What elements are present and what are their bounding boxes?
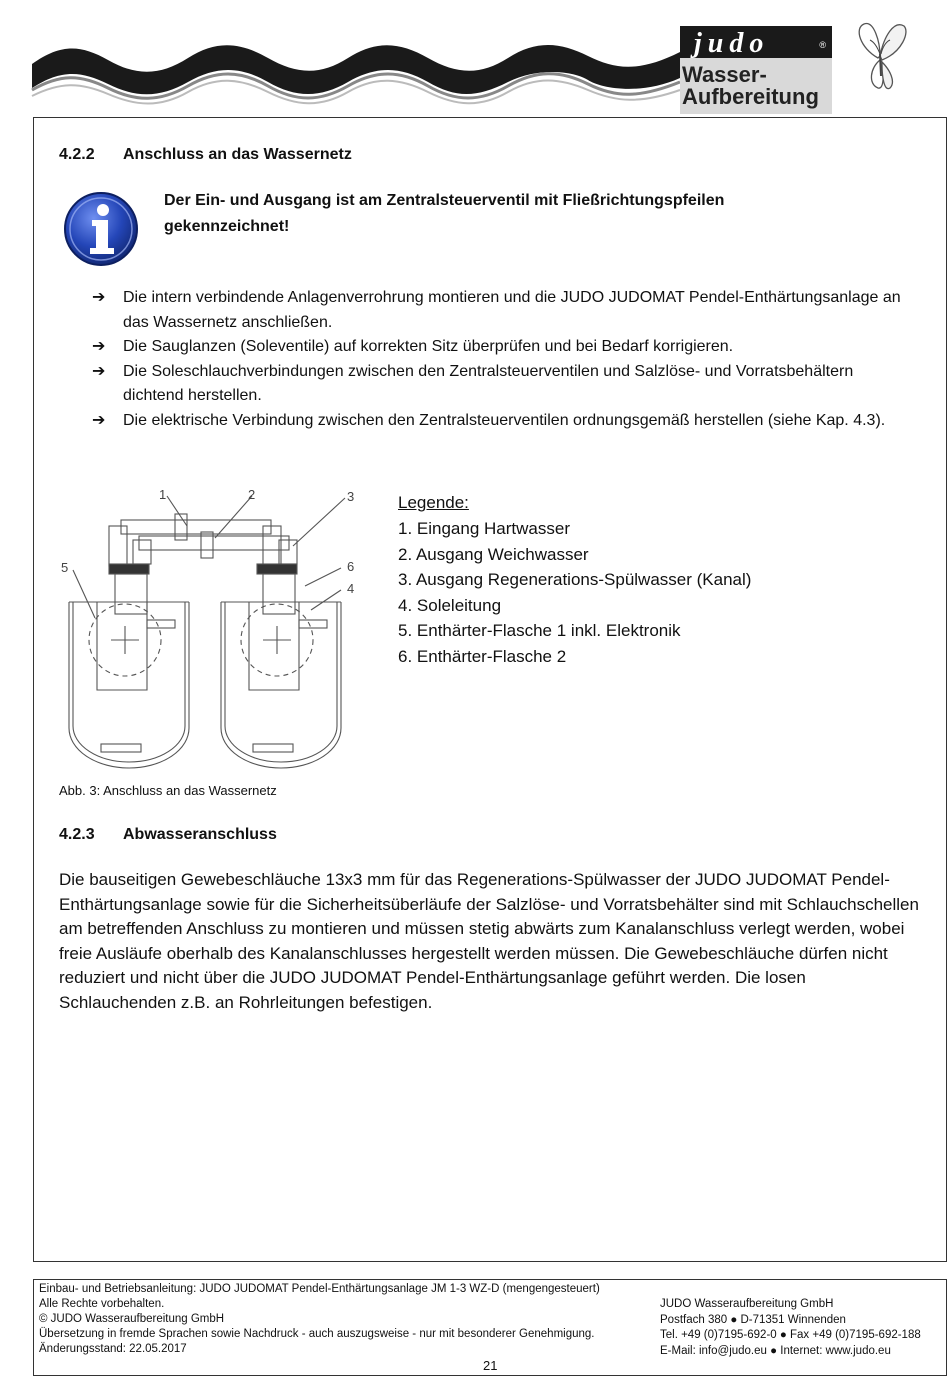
- logo-text-line2: Aufbereitung: [682, 84, 819, 109]
- footer-contact: JUDO Wasseraufbereitung GmbH Postfach 380 ● D-71351 Winnenden Tel. +49 (0)7195-692-0 ● Fax +49 (0)7195-692-188 E-Mail: info@judo.eu ● Internet: www.judo.eu: [660, 1298, 921, 1357]
- info-icon: [62, 190, 140, 268]
- label-2: 2: [248, 487, 256, 502]
- label-6: 6: [347, 559, 355, 574]
- logo-registered-mark: ®: [819, 40, 826, 50]
- legend-item: 2. Ausgang Weichwasser: [398, 544, 589, 564]
- instruction-list: [92, 286, 912, 433]
- logo-brand-text: judo: [694, 28, 770, 59]
- arrow-right-icon: ➔: [92, 411, 106, 429]
- label-3: 3: [347, 489, 355, 504]
- info-note: Der Ein- und Ausgang ist am Zentralsteuerventil mit Fließrichtungspfeilen gekennzeichnet!: [164, 192, 725, 235]
- logo-brand-bar: [680, 26, 832, 58]
- legend-item: 4. Soleleitung: [398, 595, 502, 615]
- list-item: ➔ Die elektrische Verbindung zwischen den Zentralsteuerventilen ordnungsgemäß herstellen (siehe Kap. 4.3).: [92, 409, 912, 434]
- footer-legal: Einbau- und Betriebsanleitung: JUDO JUDOMAT Pendel-Enthärtungsanlage JM 1-3 WZ-D (mengengesteuert) Alle Rechte vorbehalten. © JUDO Wasseraufbereitung GmbH Übersetzung in fremde Sprachen sowie Nachdruck - auch auszugsweise - nur mit besonderer Genehmigung. Änderungsstand: 22.05.2017: [39, 1283, 600, 1355]
- legend-item: 5. Enthärter-Flasche 1 inkl. Elektronik: [398, 621, 681, 641]
- list-item: ➔ Die Soleschlauchverbindungen zwischen den Zentralsteuerventilen und Salzlöse- und Vorratsbehältern dichtend herstellen.: [92, 360, 912, 409]
- label-5: 5: [61, 560, 69, 575]
- figure-caption: Abb. 3: Anschluss an das Wassernetz: [59, 783, 277, 798]
- arrow-right-icon: ➔: [92, 338, 106, 355]
- judo-logo: [680, 26, 832, 114]
- label-4: 4: [347, 581, 355, 596]
- label-1: 1: [159, 487, 167, 502]
- logo-text-line1: Wasser-: [682, 62, 767, 87]
- section-number: 4.2.3: [59, 826, 95, 843]
- connection-diagram: [55, 482, 365, 778]
- list-item: ➔ Die intern verbindende Anlagenverrohrung montieren und die JUDO JUDOMAT Pendel-Enthärtungsanlage an das Wassernetz anschließen.: [92, 286, 912, 335]
- section-number: 4.2.2: [59, 146, 95, 163]
- butterfly-icon: [850, 18, 910, 94]
- legend-item: 1. Eingang Hartwasser: [398, 519, 570, 538]
- wave-banner: [0, 0, 690, 110]
- list-item: ➔ Die Sauglanzen (Soleventile) auf korrekten Sitz überprüfen und bei Bedarf korrigieren.: [92, 335, 912, 360]
- legend-title: Legende:: [398, 493, 469, 512]
- section-title: Abwasseranschluss: [123, 826, 277, 843]
- page-footer: [33, 1279, 947, 1376]
- arrow-right-icon: ➔: [92, 362, 106, 380]
- page-number: 21: [483, 1358, 498, 1373]
- legend-item: 3. Ausgang Regenerations-Spülwasser (Kanal): [398, 570, 752, 590]
- legend: [398, 490, 751, 670]
- section-title: Anschluss an das Wassernetz: [123, 146, 352, 163]
- page-header: [0, 0, 950, 118]
- legend-item: 6. Enthärter-Flasche 2: [398, 646, 567, 666]
- arrow-right-icon: ➔: [92, 289, 106, 306]
- body-paragraph: Die bauseitigen Gewebeschläuche 13x3 mm für das Regenerations-Spülwasser der JUDO JUDOMAT Pendel-Enthärtungsanlage sowie für die Sicherheitsüberläufe der Salzlöse- und Vorratsbehälter sind mit Schlauchschellen am betreffenden Anschluss zu montieren und müssen stetig abwärts zum Kanalanschluss verlegt werden, wobei freie Ausläufe oberhalb des Kanalanschlusses hergestellt werden müssen. Die Gewebeschläuche dürfen nicht reduziert und nicht über die JUDO JUDOMAT Pendel-Enthärtungsanlage geführt werden. Die losen Schlauchenden z.B. an Rohrleitungen befestigen.: [59, 870, 919, 1012]
